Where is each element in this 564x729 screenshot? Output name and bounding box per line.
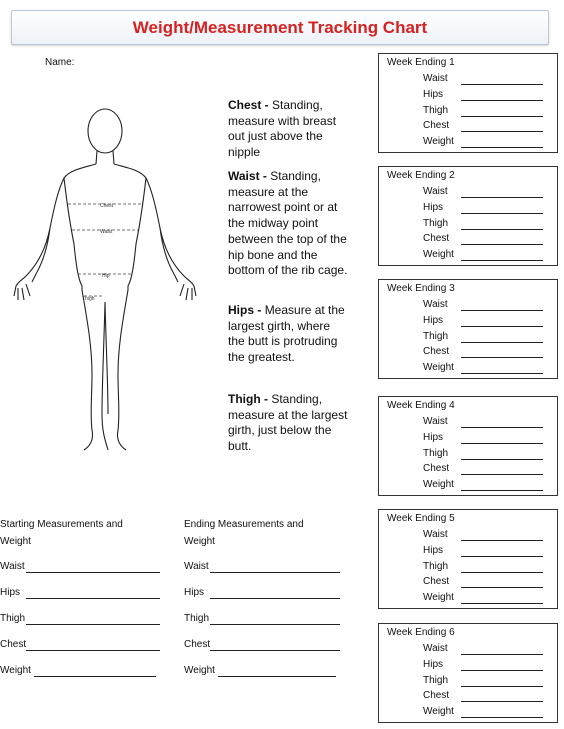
week-field-line[interactable]: [461, 459, 543, 460]
week-field-label: Weight: [423, 479, 454, 491]
week-field-line[interactable]: [461, 197, 543, 198]
ending-field-label: Thigh: [184, 613, 210, 624]
week-field-label: Hips: [423, 544, 444, 556]
figure-label-waist: Waist: [100, 229, 113, 235]
week-box: [378, 53, 558, 153]
week-field-line[interactable]: [461, 84, 543, 85]
starting-field-line[interactable]: [26, 650, 160, 651]
week-field-label: Hips: [423, 314, 444, 326]
week-field-line[interactable]: [461, 670, 543, 671]
week-field-label: Thigh: [423, 217, 449, 229]
ending-field-line[interactable]: [210, 650, 340, 651]
week-field-label: Chest: [423, 690, 450, 702]
week-field-line[interactable]: [461, 310, 543, 311]
week-field-line[interactable]: [461, 116, 543, 117]
desc-term: Waist: [228, 169, 260, 183]
week-field-line[interactable]: [461, 326, 543, 327]
week-field-line[interactable]: [461, 373, 543, 374]
figure-head: [88, 109, 122, 153]
figure-label-hip: Hip: [102, 273, 110, 279]
week-field-label: Weight: [423, 249, 454, 261]
desc-text: Standing, measure with breast out just above the nipple: [228, 98, 337, 160]
week-field-line[interactable]: [461, 229, 543, 230]
week-field-label: Hips: [423, 431, 444, 443]
week-field-label: Thigh: [423, 447, 449, 459]
starting-field-line[interactable]: [34, 676, 156, 677]
week-field-line[interactable]: [461, 147, 543, 148]
ending-field-line[interactable]: [210, 572, 340, 573]
chest-description: Chest - Standing, measure with breast out just above the nipple: [228, 98, 337, 160]
ending-field-line[interactable]: [210, 598, 340, 599]
week-field-label: Thigh: [423, 674, 449, 686]
week-field-line[interactable]: [461, 427, 543, 428]
ending-field-label: Hips: [184, 587, 205, 598]
week-field-line[interactable]: [461, 260, 543, 261]
week-field-line[interactable]: [461, 556, 543, 557]
week-field-label: Weight: [423, 592, 454, 604]
starting-field-label: Waist: [0, 561, 25, 572]
week-field-line[interactable]: [461, 540, 543, 541]
figure-right-hand: [174, 274, 196, 300]
week-field-label: Thigh: [423, 104, 449, 116]
week-field-label: Waist: [423, 416, 448, 427]
week-field-label: Hips: [423, 201, 444, 213]
ending-field-label: Waist: [184, 561, 209, 572]
body-figure: [12, 104, 222, 454]
week-box: [378, 166, 558, 266]
week-title: Week Ending 6: [387, 627, 455, 638]
week-title: Week Ending 2: [387, 170, 455, 181]
week-title: Week Ending 5: [387, 513, 455, 524]
name-label: Name:: [45, 57, 75, 68]
starting-field-label: Weight: [0, 665, 31, 676]
week-field-label: Hips: [423, 658, 444, 670]
starting-field-line[interactable]: [26, 624, 160, 625]
ending-field-label: Weight: [184, 665, 215, 676]
desc-text: Standing, measure at the largest girth, just below the butt.: [228, 392, 348, 454]
figure-label-thigh: Thigh: [82, 296, 95, 302]
starting-heading: Starting Measurements and Weight: [0, 519, 123, 547]
week-field-line[interactable]: [461, 490, 543, 491]
week-field-line[interactable]: [461, 131, 543, 132]
week-field-line[interactable]: [461, 572, 543, 573]
ending-field-line[interactable]: [218, 676, 336, 677]
week-field-line[interactable]: [461, 701, 543, 702]
week-field-label: Hips: [423, 88, 444, 100]
week-field-label: Waist: [423, 529, 448, 540]
week-field-label: Chest: [423, 233, 450, 245]
week-field-line[interactable]: [461, 587, 543, 588]
week-title: Week Ending 4: [387, 400, 455, 411]
starting-field-line[interactable]: [26, 572, 160, 573]
week-field-label: Weight: [423, 362, 454, 374]
week-title: Week Ending 3: [387, 283, 455, 294]
desc-term: Thigh: [228, 392, 261, 406]
ending-field-line[interactable]: [210, 624, 340, 625]
page-title: Weight/Measurement Tracking Chart: [132, 18, 428, 37]
desc-text: Measure at the largest girth, where the butt is protruding the greatest.: [228, 303, 345, 365]
week-field-line[interactable]: [461, 244, 543, 245]
week-box: [378, 623, 558, 723]
desc-term: Hips: [228, 303, 255, 317]
figure-left-hand: [14, 274, 36, 300]
week-field-label: Waist: [423, 299, 448, 310]
week-field-label: Thigh: [423, 330, 449, 342]
week-field-line[interactable]: [461, 443, 543, 444]
week-field-line[interactable]: [461, 686, 543, 687]
thigh-description: Thigh - Standing, measure at the largest girth, just below the butt.: [228, 392, 348, 454]
week-field-line[interactable]: [461, 474, 543, 475]
starting-field-line[interactable]: [26, 598, 160, 599]
hips-description: Hips - Measure at the largest girth, where the butt is protruding the greatest.: [228, 303, 345, 365]
week-field-label: Thigh: [423, 560, 449, 572]
ending-heading: Ending Measurements and Weight: [184, 519, 304, 547]
desc-term: Chest: [228, 98, 262, 112]
week-field-label: Chest: [423, 576, 450, 588]
starting-field-label: Thigh: [0, 613, 26, 624]
figure-label-chest: Chest: [100, 203, 114, 209]
starting-field-label: Chest: [0, 639, 27, 650]
ending-field-label: Chest: [184, 639, 211, 650]
starting-field-label: Hips: [0, 587, 21, 598]
week-field-line[interactable]: [461, 100, 543, 101]
week-field-label: Chest: [423, 463, 450, 475]
week-field-label: Weight: [423, 136, 454, 148]
week-field-line[interactable]: [461, 654, 543, 655]
week-field-line[interactable]: [461, 357, 543, 358]
week-field-label: Chest: [423, 120, 450, 132]
week-title: Week Ending 1: [387, 57, 455, 68]
week-field-label: Chest: [423, 346, 450, 358]
week-field-label: Waist: [423, 643, 448, 654]
week-box: [378, 279, 558, 379]
week-field-label: Waist: [423, 73, 448, 84]
title-bar: [11, 10, 549, 45]
desc-text: Standing, measure at the narrowest point or at the midway point between the top of the hip bone and the bottom of the rib cage.: [228, 169, 348, 278]
week-field-label: Waist: [423, 186, 448, 197]
week-box: [378, 396, 558, 496]
week-field-line[interactable]: [461, 342, 543, 343]
week-field-label: Weight: [423, 706, 454, 718]
week-field-line[interactable]: [461, 603, 543, 604]
waist-description: Waist - Standing, measure at the narrowest point or at the midway point between the top of the hip bone and the bottom of the rib cage.: [228, 169, 348, 278]
week-field-line[interactable]: [461, 717, 543, 718]
week-box: [378, 509, 558, 609]
week-field-line[interactable]: [461, 213, 543, 214]
